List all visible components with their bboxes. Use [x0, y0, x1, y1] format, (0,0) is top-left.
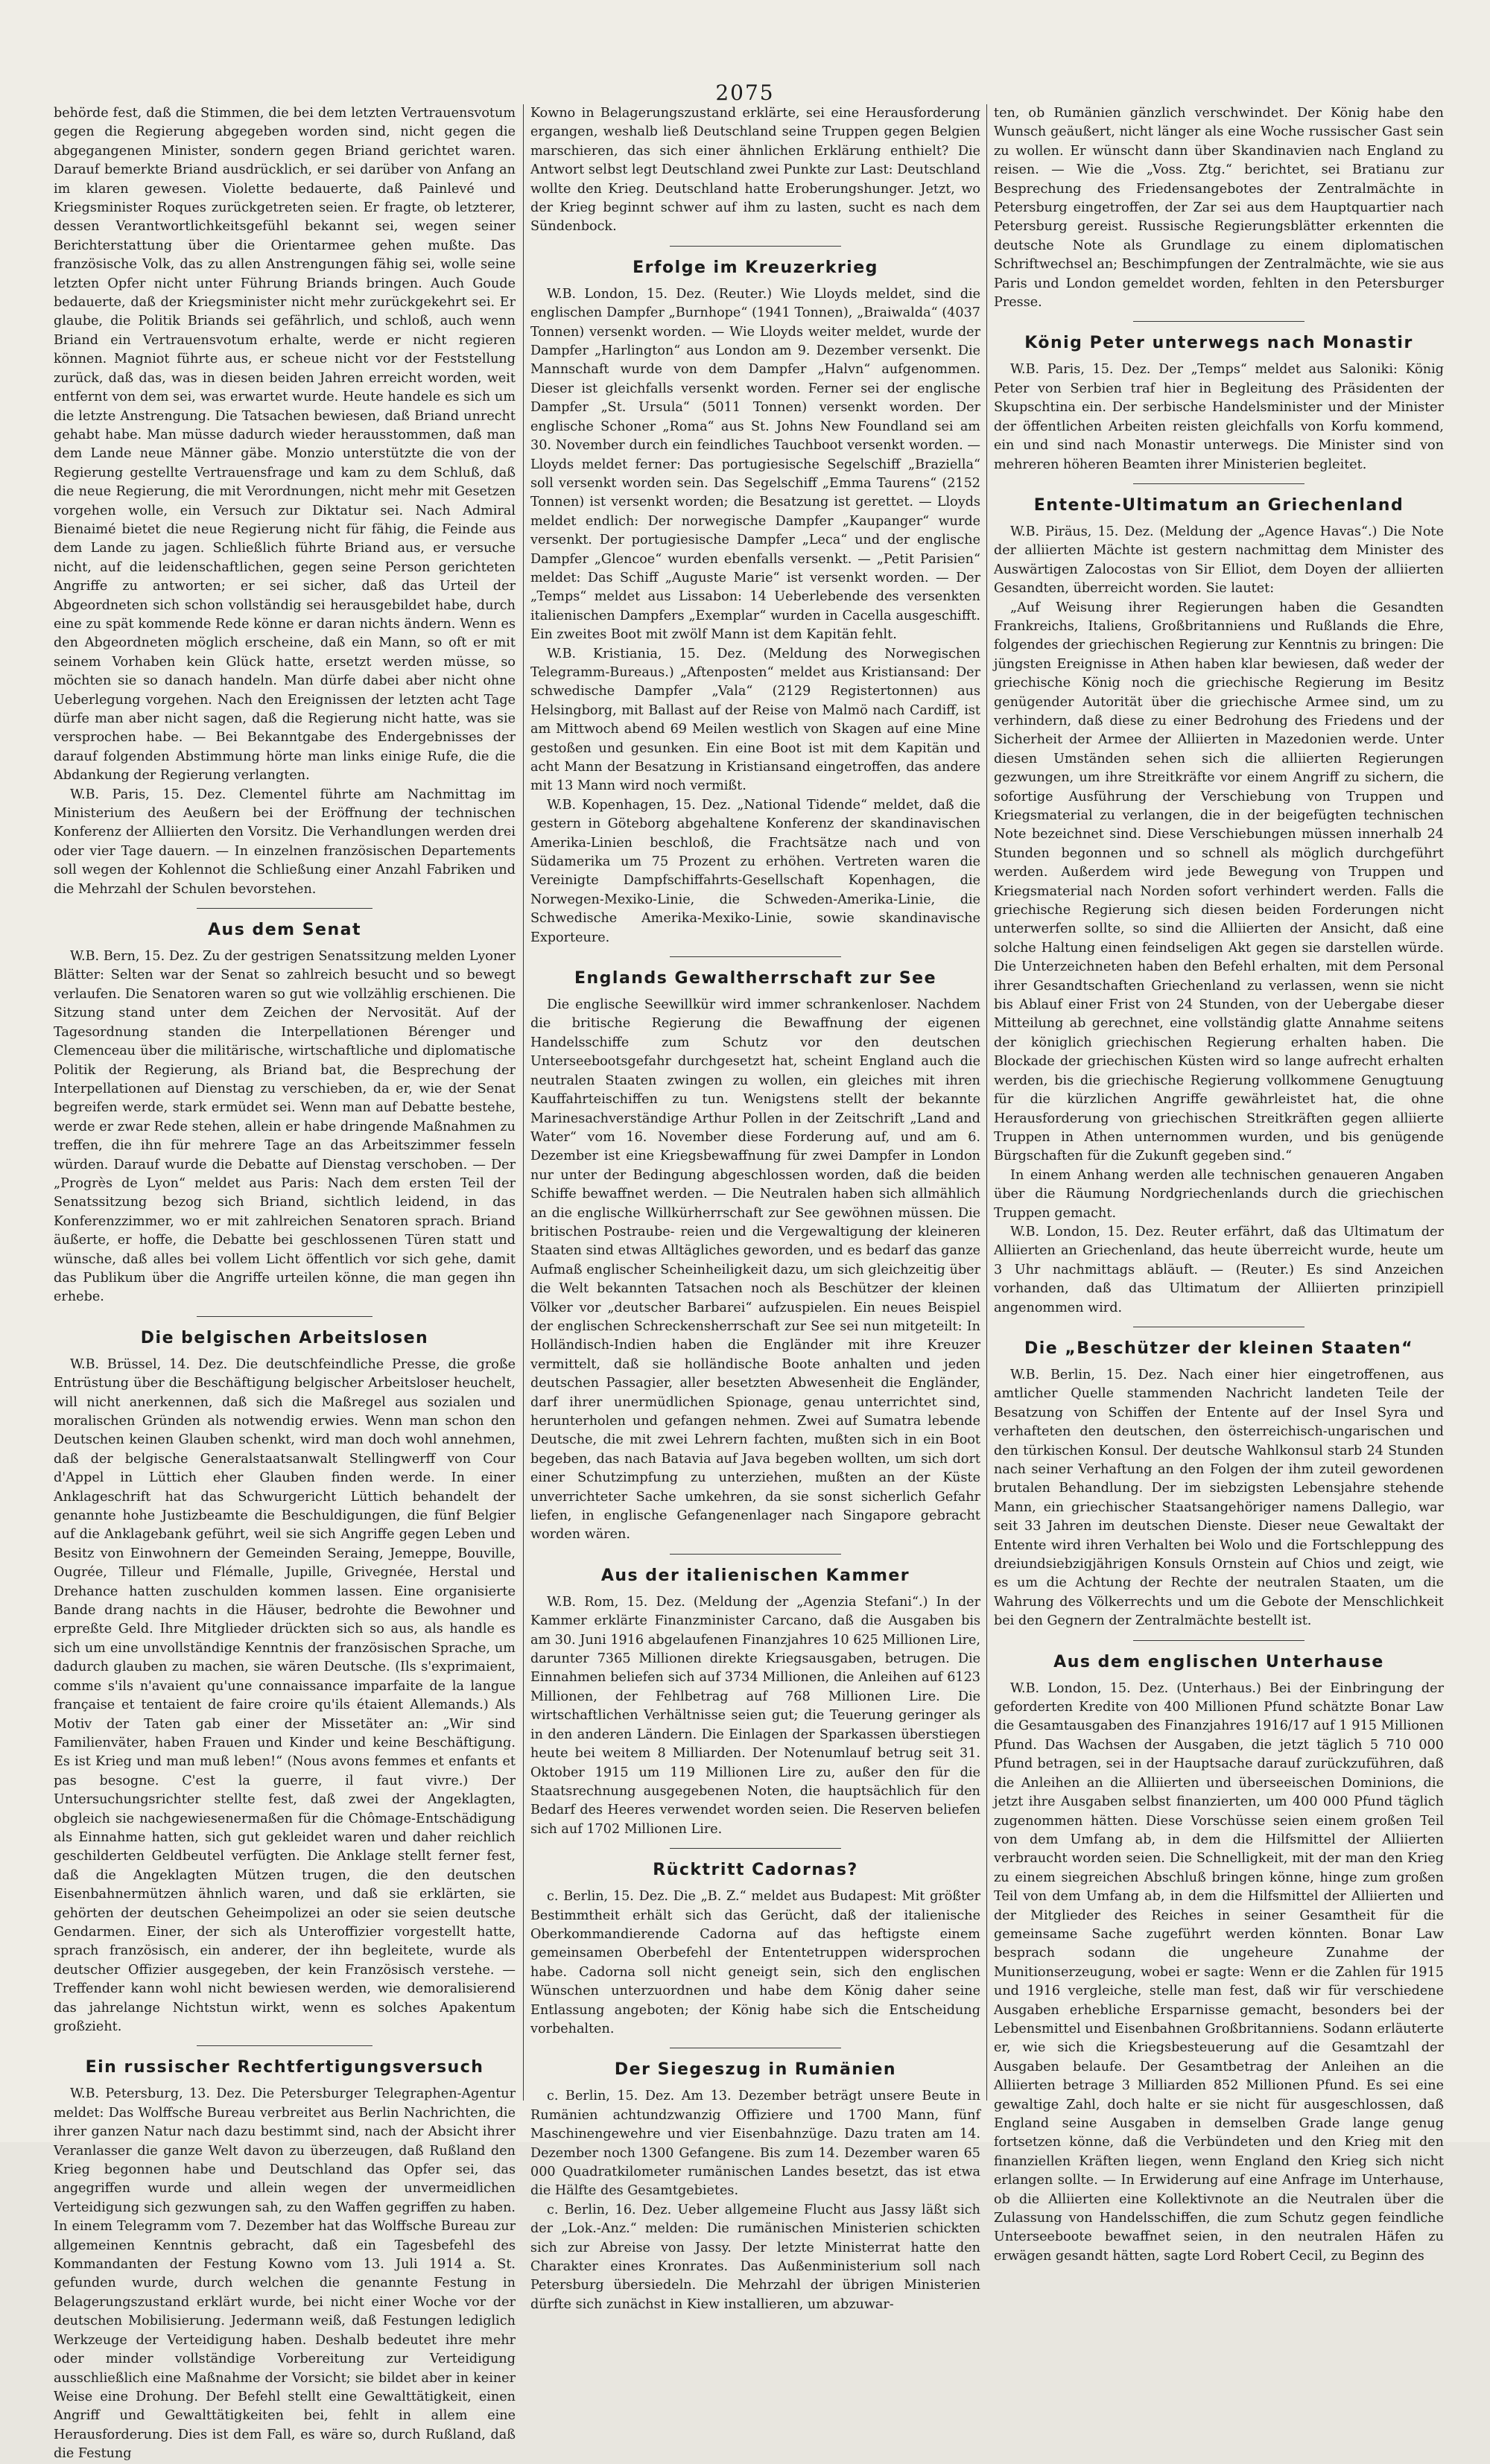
article-separator [1133, 483, 1304, 484]
article [54, 2045, 516, 2463]
article-headline: Erfolge im Kreuzerkrieg [633, 258, 878, 277]
article-separator [670, 246, 841, 247]
article-headline: Rücktritt Cadornas? [653, 1861, 858, 1880]
article-headline: Aus der italienischen Kammer [600, 1566, 910, 1585]
article-headline: Aus dem englischen Unterhause [1053, 1652, 1384, 1671]
article-paragraph: W.B. Brüssel, 14. Dez. Die deutschfeindliche Presse, die große Entrüstung über die Beschäftigung belgischer Arbeitsloser heuchelt, will nicht anerkennen, daß sich die Maßregel aus sozialen und moralischen Gründen als notwendig erwies. Wenn man schon den Deutschen keinen Glauben schenkt, wird man doch wohl annehmen, daß der belgische Generalstaatsanwalt Stellingwerff von Cour d'Appel in Lüttich eher Glauben finden werde. In einer Anklageschrift hat das Schwurgericht Lüttich behandelt der genannte hohe Justizbeamte die Beschuldigungen, die fünf Belgier auf die Anklagebank geführt, weil sie sich Angriffe gegen Leben und Besitz von Einwohnern der Gemeinden Seraing, Jemeppe, Bouville, Ougrée, Tilleur und Flémalle, Jupille, Grivegnée, Herstal und Drehance hatten zuschulden kommen lassen. Eine organisierte Bande drang nachts in die Häuser, bedrohte die Bewohner und erpreßte Geld. Ihre Mitglieder drückten sich so aus, als handle es sich um eine unvollständige Kenntnis der französischen Sprache, um dadurch glauben zu machen, sie wären Deutsche. (Ils s'exprimaient, comme s'ils n'avaient qu'une connaissance imparfaite de la langue française et tentaient de faire croire qu'ils étaient Allemands.) Als Motiv der Taten gab einer der Missetäter an: „Wir sind Familienväter, haben Frauen und Kinder und keine Beschäftigung. Es ist Krieg und man muß leben!“ (Nous avons femmes et enfants et pas besogne. C'est la guerre, il faut vivre.) Der Untersuchungsrichter stellte fest, daß zwei der Angeklagten, obgleich sie nachgewiesenermaßen für die Chômage-Entschädigung als Einnahme hatten, sich gut gekleidet waren und daher reichlich geschilderten Geldbeutel verfügten. Die Anklage stellt ferner fest, daß die Angeklagten Mützen trugen, die den deutschen Eisenbahnermützen ähnlich waren, und daß sie erklärten, sie gehörten der deutschen Geheimpolizei an oder sie seien deutsche Gendarmen. Einer, der sich als Unteroffizier vorgestellt hatte, sprach französisch, ein anderer, der ihn begleitete, wurde als deutscher Offizier ausgegeben, der kein Französisch verstehe. — Treffender kann wohl nicht bewiesen werden, wie demoralisierend das jahrelange Nichtstun wirkt, wenn es solches Apakentum großzieht. [54, 1356, 516, 2034]
article-paragraph: In einem Anhang werden alle technischen genaueren Angaben über die Räumung Nordgriechenlands durch die griechischen Truppen gemacht. [994, 1167, 1444, 1221]
article-separator [197, 1316, 372, 1317]
article [994, 321, 1444, 474]
article-paragraph: W.B. Kristiania, 15. Dez. (Meldung des Norwegischen Telegramm-Bureaus.) „Aftenposten“ meldet aus Kristiansand: Der schwedische Dampfer „Vala“ (2129 Registertonnen) aus Helsingborg, mit Ballast auf der Reise von Malmö nach Cardiff, ist am Mittwoch abend 69 Meilen westlich von Skagen auf eine Mine gestoßen und gesunken. Ein eine Boot ist mit dem Kapitän und acht Mann der Besatzung in Kristiansand eingetroffen, das andere mit 13 Mann wird noch vermißt. [530, 646, 980, 794]
article-separator [1133, 1640, 1304, 1641]
article-paragraph: W.B. London, 15. Dez. (Unterhaus.) Bei der Einbringung der geforderten Kredite von 400 Millionen Pfund schätzte Bonar Law die Gesamtausgaben des Finanzjahres 1916/17 auf 1 915 Millionen Pfund. Das Wachsen der Ausgaben, die jetzt täglich 5 710 000 Pfund betragen, sei in der Hauptsache darauf zurückzuführen, daß die Anleihen an die Alliierten und überseeischen Dominions, die jetzt ihre Ausgaben selbst finanzierten, um 400 000 Pfund täglich zugenommen hätten. Diese Vorschüsse seien einem großen Teil von dem Umfang ab, in dem die Hilfsmittel der Alliierten verbraucht worden seien. Die Schnelligkeit, mit der man den Krieg zu einem siegreichen Abschluß bringen könne, hinge zum großen Teil von dem Umfang ab, in dem die Hilfsmittel der Alliierten und der Mitglieder des Reiches in seiner Gesamtheit für die gemeinsame Sache zugeführt werden könnten. Bonar Law besprach sodann die ungeheure Zunahme der Munitionserzeugung, wobei er sagte: Wenn er die Zahlen für 1915 und 1916 vergleiche, stelle man fest, daß wir für verschiedene Ausgaben erhebliche Ersparnisse gemacht, besonders bei der Lebensmittel und Eisenbahnen Großbritanniens. Sodann erläuterte er, wie sich die Kriegsbesteuerung auf die Gesamtzahl der Ausgaben belaufe. Der Gesamtbetrag der Anleihen an die Alliierten betrage 3 Milliarden 852 Millionen Pfund. Es sei eine gewaltige Zahl, doch halte er sie nicht für ausgeschlossen, daß England seine Ausgaben in demselben Grade lange genug fortsetzen könne, daß die Verbündeten und den Krieg mit den finanziellen Kräften liegen, wenn England den Krieg sich nicht erlangen sollte. — In Erwiderung auf eine Anfrage im Unterhause, ob die Alliierten eine Kollektivnote an die Neutralen über die Zulassung von Handelsschiffen, die zum Schutz gegen feindliche Unterseeboote bewaffnet seien, in den neutralen Häfen zu erwägen gesandt hätten, sagte Lord Robert Cecil, zu Beginn des [994, 1680, 1444, 2264]
article-paragraph: Die englische Seewillkür wird immer schrankenloser. Nachdem die britische Regierung die Bewaffnung der eigenen Handelsschiffe zum Schutz vor den deutschen Unterseebootsgefahr durchgesetzt hat, scheint England auch die neutralen Staaten zwingen zu wollen, ein gleiches mit ihren Kauffahrteischiffen zu tun. Wenigstens stellt der bekannte Marinesachverständige Arthur Pollen in der Zeitschrift „Land and Water“ vom 16. November diese Forderung auf, und am 6. Dezember ist eine Kriegsbewaffnung für zwei Dampfer in London nur unter der Bedingung abgeschlossen worden, daß die beiden Schiffe bewaffnet werden. — Die Neutralen haben sich allmählich an die englische Willkürherrschaft zur See gewöhnen müssen. Die britischen Postraube- reien und die Vergewaltigung der kleineren Staaten sind etwas Alltägliches geworden, und es bedarf das ganze Aufmaß englischer Scheinheiligkeit dazu, um sich gleichzeitig über die Welt bekannten Tatsachen noch als Beschützer der kleinen Völker vor „deutscher Barbarei“ aufzuspielen. Ein neues Beispiel der englischen Schreckensherrschaft zur See sei nun mitgeteilt: In Holländisch-Indien haben die Engländer mit ihre Kreuzer vermittelt, daß sie holländische Boote anhalten und jeden deutschen Passagier, aller besetzten Abwesenheit die Engländer, darf ihrer unermüdlichen Spionage, genau unterrichtet sind, herunterholen und gefangen nehmen. Zwei auf Sumatra lebende Deutsche, die mit zwei Lehrern fachten, mußten sich in ein Boot begeben, das nach Batavia auf Java begeben wollten, um sich dort einer Schutzimpfung zu unterziehen, mußten an der Küste unverrichteter Sache umkehren, da sie sonst sicherlich Gefahr liefen, in englische Gefangenenlager nach Singapore gebracht worden wären. [530, 997, 980, 1543]
article-headline: Entente-Ultimatum an Griechenland [1033, 495, 1404, 515]
article-paragraph: W.B. Rom, 15. Dez. (Meldung der „Agenzia Stefani“.) In der Kammer erklärte Finanzminister Carcano, daß die Ausgaben bis am 30. Juni 1916 abgelaufenen Finanzjahres 10 625 Millionen Lire, darunter 7365 Millionen direkte Kriegsausgaben, betrugen. Die Einnahmen beliefen sich auf 3734 Millionen, die Anleihen auf 6123 Millionen, der Fehlbetrag auf 768 Millionen Lire. Die wirtschaftlichen Verhältnisse seien gut; die Teuerung geringer als in den anderen Ländern. Die Einlagen der Sparkassen überstiegen heute bei weitem 8 Milliarden. Der Notenumlauf betrug seit 31. Oktober 1915 um 119 Millionen Lire zu, außer den für die Staatsrechnung ausgegebenen Noten, die hauptsächlich für den Bedarf des Heeres verwendet worden seien. Die Reserven beliefen sich auf 1702 Millionen Lire. [530, 1594, 980, 1837]
article-paragraph: c. Berlin, 16. Dez. Ueber allgemeine Flucht aus Jassy läßt sich der „Lok.-Anz.“ melden: Die rumänischen Ministerien schickten sich zur Abreise von Jassy. Der letzte Ministerrat hatte den Charakter eines Kronrates. Das Außenministerium soll nach Petersburg übersiedeln. Die Mehrzahl der übrigen Ministerien dürfte sich zunächst in Kiew installieren, um abzuwar- [530, 2202, 980, 2312]
article [530, 2048, 980, 2314]
article-separator [1133, 321, 1304, 322]
article [994, 1640, 1444, 2267]
article [54, 908, 516, 1307]
article [994, 1327, 1444, 1631]
article-paragraph: W.B. London, 15. Dez. (Reuter.) Wie Lloyds meldet, sind die englischen Dampfer „Burnhope“ (1941 Tonnen), „Braiwalda“ (4037 Tonnen) versenkt worden. — Wie Lloyds weiter meldet, wurde der Dampfer „Harlington“ aus London am 9. Dezember versenkt. Die Mannschaft wurde von dem Dampfer „Halvn“ aufgenommen. Dieser ist gleichfalls versenkt worden. Ferner sei der englische Dampfer „St. Ursula“ (5011 Tonnen) versenkt worden. Der englische Schoner „Roma“ aus St. Johns New Foundland sei am 30. November durch ein feindliches Tauchboot versenkt worden. — Lloyds meldet ferner: Das portugiesische Segelschiff „Braziella“ soll versenkt worden sein. Das Segelschiff „Emma Taurens“ (2152 Tonnen) ist versenkt worden; die Besatzung ist gerettet. — Lloyds meldet endlich: Der norwegische Dampfer „Kaupanger“ wurde versenkt. Der portugiesische Dampfer „Leca“ und der englische Dampfer „Glencoe“ wurden ebenfalls versenkt. — „Petit Parisien“ meldet: Das Schiff „Auguste Marie“ ist versenkt worden. — Der „Temps“ meldet aus Lissabon: 14 Ueberlebende des versenkten italienischen Dampfers „Exemplar“ wurden in Cacella ausgeschifft. Ein zweites Boot mit zwölf Mann ist dem Kapitän fehlt. [530, 286, 980, 643]
article-separator [197, 2045, 372, 2046]
article-paragraph: W.B. London, 15. Dez. Reuter erfährt, daß das Ultimatum der Alliierten an Griechenland, das heute überreicht wurde, heute um 3 Uhr nachmittags abläuft. — (Reuter.) Es sind Anzeichen vorhanden, daß das Ultimatum der Alliierten prinzipiell angenommen wird. [994, 1224, 1444, 1315]
column-rule-right [986, 104, 987, 2101]
article-paragraph: c. Berlin, 15. Dez. Die „B. Z.“ meldet aus Budapest: Mit größter Bestimmtheit erhält sich das Gerücht, daß der italienische Oberkommandierende Cadorna auf das heftigste einem gemeinsamen Oberbefehl der Ententetruppen widersprochen habe. Cadorna soll nicht geneigt sein, sich den englischen Wünschen unterzuordnen und habe dem König daher seine Entlassung angeboten; der König habe sich die Entscheidung vorbehalten. [530, 1889, 980, 2036]
article [530, 246, 980, 947]
article-paragraph: behörde fest, daß die Stimmen, die bei dem letzten Vertrauensvotum gegen die Regierung abgegeben worden sind, nicht gegen die abgegangenen Minister, sondern gegen Briand gerichtet waren. Darauf bemerkte Briand ausdrücklich, er sei darüber von Anfang an im klaren gewesen. Violette bedauerte, daß Painlevé und Kriegsminister Roques zurückgetreten seien. Er fragte, ob letzterer, dessen Verantwortlichkeitsgefühl bekannt sei, wegen seiner Berichterstattung über die Orientarmee gehen mußte. Das französische Volk, das zu allen Anstrengungen fähig sei, wolle seine letzten Opfer nicht unter Führung Briands bringen. Auch Goude bedauerte, daß der Kriegsminister nicht mehr zurückgekehrt sei. Er glaube, die Politik Briands sei gefährlich, und schloß, auch wenn Briand ein Vertrauensvotum erhalte, werde er nicht regieren können. Magniot führte aus, er scheue nicht vor der Feststellung zurück, daß das, was in diesen beiden Jahren erreicht worden, weit entfernt von dem sei, was erwartet wurde. Heute handele es sich um die letzte Anstrengung. Die Tatsachen bewiesen, daß Briand unrecht gehabt habe. Man müsse dadurch wieder herausstommen, daß man dem Lande neue Männer gäbe. Monzio unterstützte die von der Regierung gestellte Vertrauensfrage und kam zu dem Schluß, daß die neue Regierung, die mit Verordnungen, nicht mehr mit Gesetzen vorgehen wolle, ein Versuch zur Diktatur sei. Nach Admiral Bienaimé bietet die neue Regierung nicht für fähig, die Feinde aus dem Lande zu jagen. Schließlich führte Briand aus, er versuche nicht, auf die leidenschaftlichen, gegen seine Person gerichteten Angriffe zu antworten; er sei sicher, daß das Urteil der Abgeordneten sich schon vollständig sei herausgebildet habe, durch eine zu spät kommende Rede könne er daran nichts ändern. Wenn es den Abgeordneten möglich erscheine, daß ein Mann, so oft er mit seinem Vorhaben kein Glück hatte, ersetzt werden müsse, so möchten sie so danach handeln. Man dürfe dabei aber nicht ohne Ueberlegung vorgehen. Nach den Ereignissen der letzten acht Tage dürfe man aber nicht sagen, daß die Regierung nicht hatte, was sie versprochen habe. — Bei Bekanntgabe des Endergebnisses der darauf folgenden Abstimmung hörte man links einige Rufe, die die Abdankung der Regierung verlangten. [54, 106, 516, 784]
column-2 [530, 104, 980, 2312]
article-paragraph: W.B. Paris, 15. Dez. Der „Temps“ meldet aus Saloniki: König Peter von Serbien traf hier in Begleitung des Präsidenten der Skupschtina ein. Der serbische Handelsminister und der Minister der öffentlichen Arbeiten reisten gleichfalls von Korfu kommend, ein und sind nach Monastir unterwegs. Die Minister sind von mehreren höheren Beamten ihrer Ministerien begleitet. [994, 362, 1444, 472]
article-separator [670, 1848, 841, 1849]
article-headline: Aus dem Senat [208, 921, 361, 940]
article-paragraph: W.B. Bern, 15. Dez. Zu der gestrigen Senatssitzung melden Lyoner Blätter: Selten war der Senat so zahlreich besucht und so bewegt verlaufen. Die Senatoren waren so gut wie vollzählig erschienen. Die Sitzung stand unter dem Zeichen der Nervosität. Auf der Tagesordnung standen die Interpellationen Bérenger und Clemenceau über die militärische, wirtschaftliche und diplomatische Politik der Regierung, als Briand bat, die Besprechung der Interpellationen auf Dienstag zu verschieben, da er, wie der Senat begreifen werde, stark ermüdet sei. Wenn man auf Debatte bestehe, werde er zwar Rede stehen, allein er habe dringende Maßnahmen zu treffen, die ihn für mehrere Tage an das Arbeitszimmer fesseln würden. Darauf wurde die Debatte auf Dienstag verschoben. — Der „Progrès de Lyon“ meldet aus Paris: Nach dem ersten Teil der Senatssitzung bezog sich Briand, sichtlich leidend, in das Konferenzzimmer, wo er mit zahlreichen Senatoren sprach. Briand äußerte, er hoffe, die Debatte bei geschlossenen Türen statt und wünsche, daß alles bei vollem Licht öffentlich vor sich gehe, damit das Publikum über die Angriffe urteilen könne, die man gegen ihn erhebe. [54, 949, 516, 1305]
column-rule-left [523, 104, 524, 2101]
article-paragraph: W.B. Piräus, 15. Dez. (Meldung der „Agence Havas“.) Die Note der alliierten Mächte ist gestern nachmittag dem Minister des Auswärtigen Zalocostas von Sir Elliot, dem Doyen der alliierten Gesandten, überreicht worden. Sie lautet: [994, 524, 1444, 597]
article-headline: König Peter unterwegs nach Monastir [1024, 334, 1413, 353]
article [530, 1554, 980, 1839]
article-paragraph: c. Berlin, 15. Dez. Am 13. Dezember beträgt unsere Beute in Rumänien achtundzwanzig Offiziere und 1700 Mann, fünf Maschinengewehre und vier Eisenbahnzüge. Dazu traten am 14. Dezember noch 1300 Gefangene. Bis zum 14. Dezember waren 65 000 Quadratkilometer rumänischen Landes besetzt, das ist etwa die Hälfte des Gesamtgebietes. [530, 2089, 980, 2199]
article-separator [670, 956, 841, 957]
article-paragraph: ten, ob Rumänien gänzlich verschwindet. Der König habe den Wunsch geäußert, nicht länger als eine Woche russischer Gast sein zu wollen. Er wünscht dann über Skandinavien nach England zu reisen. — Wie die „Voss. Ztg.“ berichtet, sei Bratianu zur Besprechung des Friedensangebotes der Zentralmächte in Petersburg eingetroffen, der Zar sei aus dem Hauptquartier nach Petersburg gereist. Russische Regierungsblätter erkennten die deutsche Note als Grundlage zu einem diplomatischen Schriftwechsel an; Beschimpfungen der Zentralmächte, wie sie aus Paris und London gemeldet worden, fehlten in den Petersburger Presse. [994, 106, 1444, 311]
article [530, 956, 980, 1545]
article [530, 104, 980, 237]
article-headline: Die belgischen Arbeitslosen [140, 1328, 429, 1347]
article-separator [670, 1554, 841, 1555]
article-paragraph: W.B. Berlin, 15. Dez. Nach einer hier eingetroffenen, aus amtlicher Quelle stammenden Nachricht landeten Teile der Besatzung von Schiffen der Entente auf der Insel Syra und verhafteten den deutschen, den österreichisch-ungarischen und den türkischen Konsul. Der deutsche Wahlkonsul starb 24 Stunden nach seiner Verhaftung an den Folgen der ihm zuteil gewordenen brutalen Behandlung. Der im siebzigsten Lebensjahre stehende Mann, ein griechischer Staatsangehöriger namens Dallegio, war seit 33 Jahren im deutschen Dienste. Dieser neue Gewaltakt der Entente wird ihren Verhalten bei Wolo und die Fortschleppung des dreiundsiebzigjährigen Konsuls Ornstein auf Chios und zeigt, wie es um die Achtung der Rechte der neutralen Staaten, um die Wahrung des Völkerrechts und um die Gebote der Menschlichkeit bei den Gegnern der Zentralmächte bestellt ist. [994, 1367, 1444, 1629]
article [994, 104, 1444, 312]
article [54, 1316, 516, 2037]
article-headline: Ein russischer Rechtfertigungsversuch [85, 2058, 484, 2077]
article [994, 483, 1444, 1318]
article-headline: Englands Gewaltherrschaft zur See [574, 969, 937, 988]
article-headline: Die „Beschützer der kleinen Staaten“ [1024, 1339, 1414, 1358]
article-paragraph: Kowno in Belagerungszustand erklärte, sei eine Herausforderung ergangen, weshalb ließ Deutschland seine Truppen gegen Belgien marschieren, das sich einer ähnlichen Erklärung enthielt? Die Antwort selbst legt Deutschland zwei Punkte zur Last: Deutschland wollte den Krieg. Deutschland hatte Eroberungshunger. Jetzt, wo der Krieg beginnt schwer auf ihm zu lasten, sucht es nach dem Sündenbock. [530, 106, 980, 235]
column-3 [994, 104, 1444, 2264]
article [530, 1848, 980, 2039]
article-paragraph: „Auf Weisung ihrer Regierungen haben die Gesandten Frankreichs, Italiens, Großbritanniens und Rußlands die Ehre, folgendes der griechischen Regierung zur Kenntnis zu bringen: Die jüngsten Ereignisse in Athen haben klar bewiesen, daß weder der griechische König noch die griechische Regierung im Besitz genügender Autorität über die griechische Armee sind, um zu verhindern, daß diese zu einer Bedrohung des Friedens und der Sicherheit der Armee der Alliierten in Mazedonien werde. Unter diesen Umständen sehen sich die alliierten Regierungen gezwungen, um ihre Streitkräfte vor einem Angriff zu sichern, die sofortige Ausführung der Verschiebung von Truppen und Kriegsmaterial zu verlangen, die in der beigefügten technischen Note bezeichnet sind. Diese Verschiebungen müssen innerhalb 24 Stunden begonnen und so schnell als möglich durchgeführt werden. Außerdem wird jede Bewegung von Truppen und Kriegsmaterial nach Norden sofort verhindert werden. Falls die griechische Regierung sich diesen beiden Forderungen nicht unterwerfen sollte, so sind die Alliierten der Ansicht, daß eine solche Haltung einen feindseligen Akt gegen sie darstellen würde. Die Unterzeichneten haben den Befehl erhalten, mit dem Personal ihrer Gesandtschaften Griechenland zu verlassen, wenn sie nicht bis Ablauf einer Frist von 24 Stunden, von der Uebergabe dieser Mitteilung ab gerechnet, eine vollständig glatte Annahme seitens der königlich griechischen Regierung erhalten haben. Die Blockade der griechischen Küsten wird so lange aufrecht erhalten werden, bis die griechische Regierung vollkommene Genugtuung für die kürzlichen Angriffe gewährleistet hat, die ohne Herausforderung von griechischen Streitkräften gegen alliierte Truppen in Athen unternommen wurden, und bis genügende Bürgschaften für die Zukunft gegeben sind.“ [994, 600, 1444, 1164]
column-1 [54, 104, 516, 2462]
article-paragraph: W.B. Petersburg, 13. Dez. Die Petersburger Telegraphen-Agentur meldet: Das Wolffsche Bureau verbreitet aus Berlin Nachrichten, die ihrer ganzen Natur nach dazu bestimmt sind, nach der Absicht ihrer Veranlasser die ganze Welt davon zu überzeugen, daß Rußland den Krieg begonnen habe und Deutschland das Opfer sei, das angegriffen wurde und allein wegen der unvermeidlichen Verteidigung sich gezwungen sah, zu den Waffen gegriffen zu haben. In einem Telegramm vom 7. Dezember hat das Wolffsche Bureau zur allgemeinen Kenntnis gebracht, daß ein Tagesbefehl des Kommandanten der Festung Kowno vom 13. Juli 1914 a. St. gefunden wurde, durch welchen die genannte Festung in Belagerungszustand erklärt wurde, bei nicht einer Woche vor der deutschen Mobilisierung. Jedermann weiß, daß Festungen lediglich Werkzeuge der Verteidigung haben. Deshalb bedeutet ihre mehr oder minder vollständige Vorbereitung zur Verteidigung ausschließlich eine Maßnahme der Vorsicht; sie bildet aber in keiner Weise eine Drohung. Der Befehl stellt eine Gewalttätigkeit, einen Angriff und Gewalttätigkeiten bei, fehlt in allem eine Herausforderung. Dies ist dem Fall, es wäre so, durch Rußland, daß die Festung [54, 2086, 516, 2462]
article-headline: Der Siegeszug in Rumänien [614, 2060, 897, 2080]
article-paragraph: W.B. Kopenhagen, 15. Dez. „National Tidende“ meldet, daß die gestern in Göteborg abgehaltene Konferenz der skandinavischen Amerika-Linien beschloß, die Frachtsätze nach und von Südamerika um 75 Prozent zu erhöhen. Vertreten waren die Vereinigte Dampfschiffahrts-Gesellschaft Kopenhagen, die Norwegen-Mexiko-Linie, die Schweden-Amerika-Linie, die Schwedische Amerika-Mexiko-Linie, sowie skandinavische Exporteure. [530, 797, 980, 945]
article-separator [197, 908, 372, 909]
article [54, 104, 516, 899]
page-number: 2075 [715, 80, 775, 105]
article-paragraph: W.B. Paris, 15. Dez. Clementel führte am Nachmittag im Ministerium des Aeußern bei der Eröffnung der technischen Konferenz der Alliierten den Vorsitz. Die Verhandlungen werden drei oder vier Tage dauern. — In einzelnen französischen Departements soll wegen der Kohlennot die Schließung einer Anzahl Fabriken und die Mehrzahl der Schulen bevorstehen. [54, 787, 516, 897]
